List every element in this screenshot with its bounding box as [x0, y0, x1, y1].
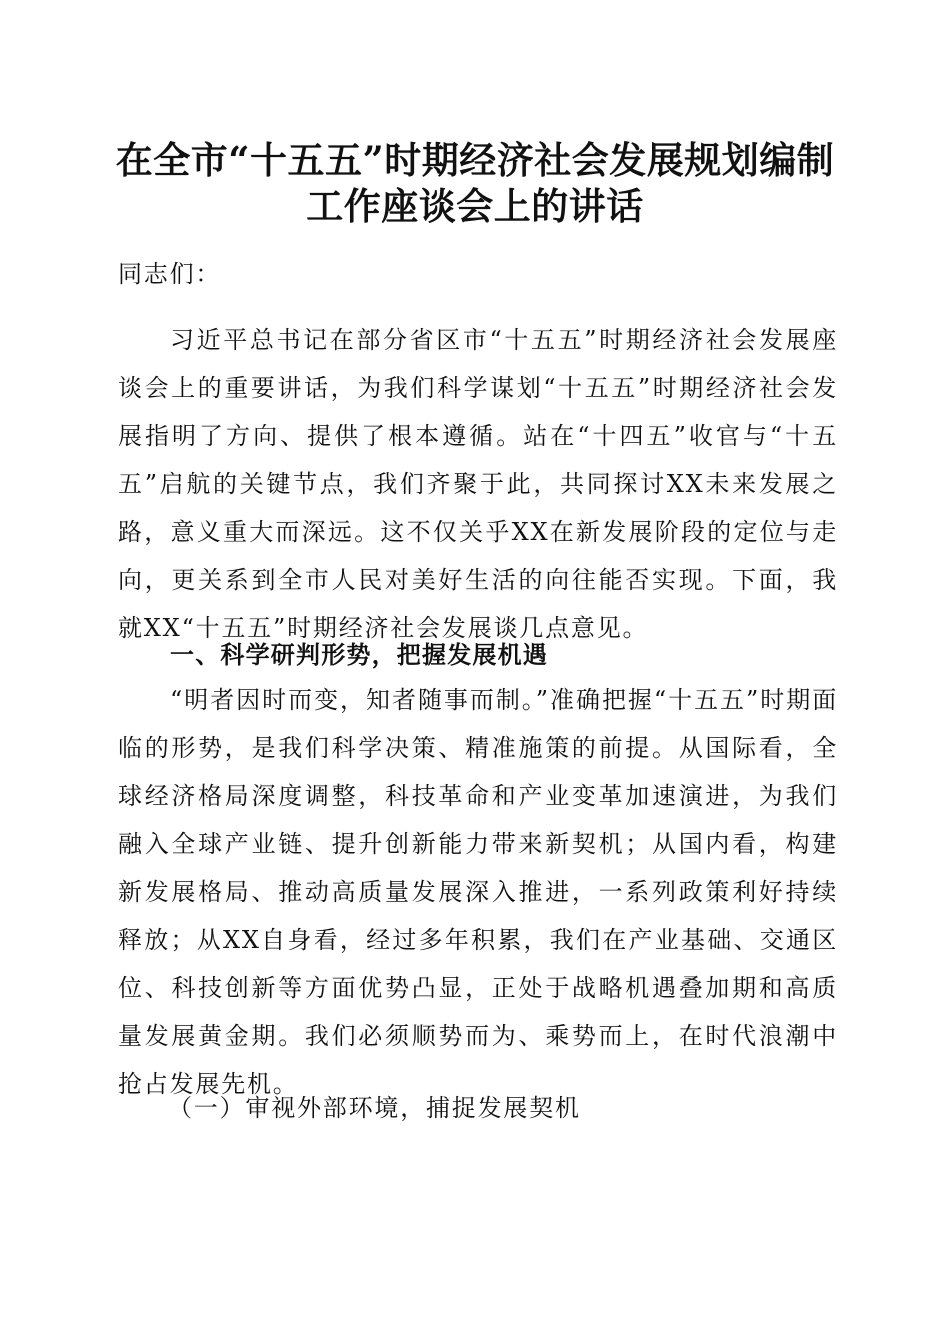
paragraph-intro: 习近平总书记在部分省区市“十五五”时期经济社会发展座谈会上的重要讲话，为我们科学谋划“十五五”时期经济社会发展指明了方向、提供了根本遵循。站在“十四五”收官与“十五五”启航的关键节点，我们齐聚于此，共同探讨XX未来发展之路，意义重大而深远。这不仅关乎XX在新发展阶段的定位与走向，更关系到全市人民对美好生活的向往能否实现。下面，我就XX“十五五”时期经济社会发展谈几点意见。 — [118, 326, 838, 642]
paragraph-section-1: “明者因时而变，知者随事而制。”准确把握“十五五”时期面临的形势，是我们科学决策、精准施策的前提。从国际看，全球经济格局深度调整，科技革命和产业变革加速演进，为我们融入全球产业链、提升创新能力带来新契机；从国内看，构建新发展格局、推动高质量发展深入推进，一系列政策利好持续释放；从XX自身看，经过多年积累，我们在产业基础、交通区位、科技创新等方面优势凸显，正处于战略机遇叠加期和高质量发展黄金期。我们必须顺势而为、乘势而上，在时代浪潮中抢占发展先机。 — [118, 686, 838, 1098]
greeting: 同志们： — [118, 260, 222, 288]
subsection-heading-1: （一）审视外部环境，捕捉发展契机 — [168, 1094, 581, 1122]
document-title-line-1: 在全市“十五五”时期经济社会发展规划编制 — [115, 138, 835, 182]
document-title-line-2: 工作座谈会上的讲话 — [306, 184, 644, 228]
section-heading-1: 一、科学研判形势，把握发展机遇 — [170, 641, 548, 669]
